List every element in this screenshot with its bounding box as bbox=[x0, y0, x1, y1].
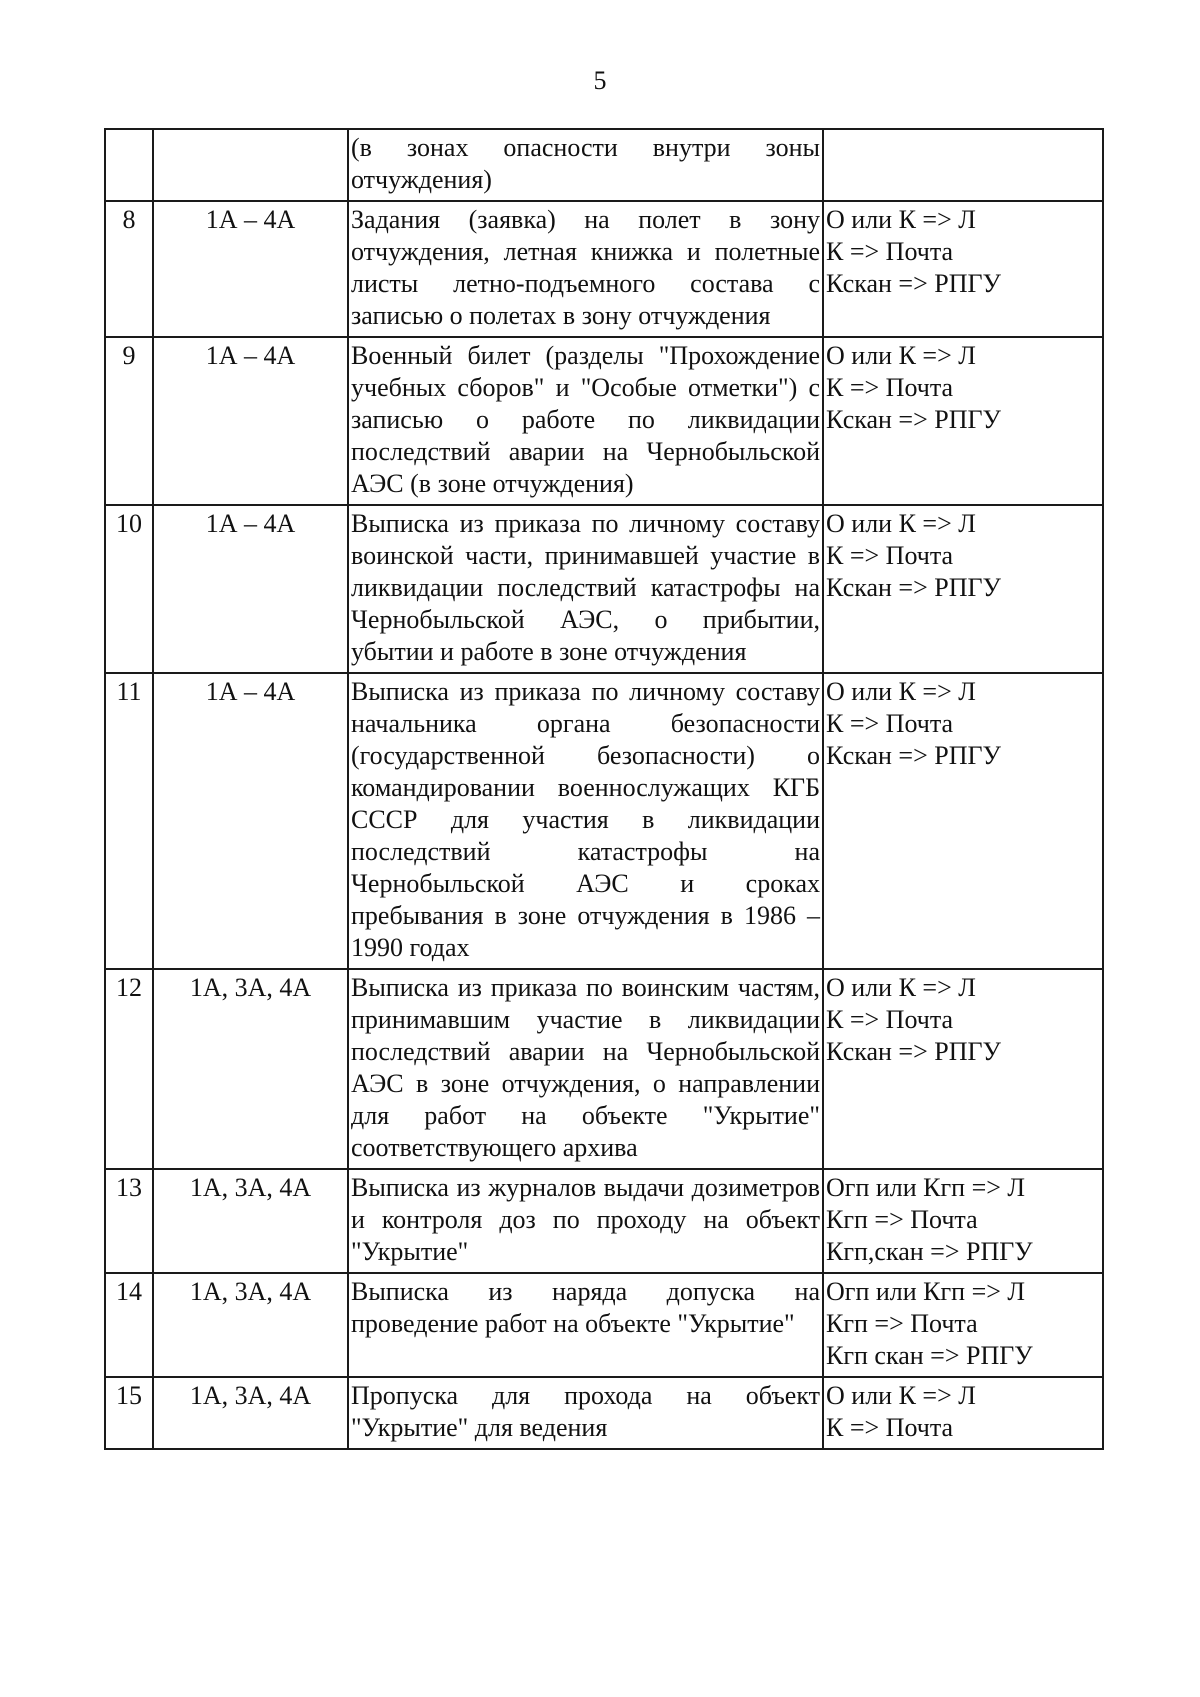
row-document-text: Выписка из журналов выдачи дозиметров и контроля доз по проходу на объект "Укрытие" bbox=[348, 1169, 823, 1273]
row-categories: 1А – 4А bbox=[153, 201, 348, 337]
submission-mode-line: К => Почта bbox=[826, 373, 954, 402]
submission-mode-line: Кскан => РПГУ bbox=[826, 573, 1001, 602]
submission-mode-line: К => Почта bbox=[826, 541, 954, 570]
submission-mode-line: Огп или Кгп => Л bbox=[826, 1277, 1026, 1306]
row-categories: 1А – 4А bbox=[153, 673, 348, 969]
row-number: 8 bbox=[105, 201, 153, 337]
row-categories: 1А, 3А, 4А bbox=[153, 1377, 348, 1449]
row-categories: 1А – 4А bbox=[153, 337, 348, 505]
submission-mode-line: К => Почта bbox=[826, 709, 954, 738]
table-row bbox=[105, 1169, 1103, 1273]
submission-mode-line: Кскан => РПГУ bbox=[826, 1037, 1001, 1066]
row-categories: 1А, 3А, 4А bbox=[153, 1169, 348, 1273]
row-categories bbox=[153, 129, 348, 201]
page-number: 5 bbox=[593, 66, 607, 95]
table-row bbox=[105, 1377, 1103, 1449]
row-number: 10 bbox=[105, 505, 153, 673]
table-row bbox=[105, 969, 1103, 1169]
submission-mode-line: О или К => Л bbox=[826, 341, 976, 370]
row-document-text: Пропуска для прохода на объект "Укрытие" для ведения bbox=[348, 1377, 823, 1449]
row-document-text: Задания (заявка) на полет в зону отчуждения, летная книжка и полетные листы летно-подъемного состава с записью о полетах в зону отчуждения bbox=[348, 201, 823, 337]
submission-mode-line: Кскан => РПГУ bbox=[826, 405, 1001, 434]
table-row bbox=[105, 201, 1103, 337]
row-categories: 1А, 3А, 4А bbox=[153, 969, 348, 1169]
table-row bbox=[105, 1273, 1103, 1377]
submission-mode-line: О или К => Л bbox=[826, 205, 976, 234]
row-submission-modes bbox=[823, 129, 1103, 201]
row-submission-modes bbox=[823, 1169, 1103, 1273]
row-number: 9 bbox=[105, 337, 153, 505]
row-number: 14 bbox=[105, 1273, 153, 1377]
row-submission-modes bbox=[823, 1377, 1103, 1449]
table-row bbox=[105, 505, 1103, 673]
submission-mode-line: К => Почта bbox=[826, 1413, 954, 1442]
submission-mode-line: Кгп,скан => РПГУ bbox=[826, 1237, 1033, 1266]
row-submission-modes bbox=[823, 201, 1103, 337]
submission-mode-line: О или К => Л bbox=[826, 973, 976, 1002]
submission-mode-line: Кскан => РПГУ bbox=[826, 741, 1001, 770]
documents-table bbox=[104, 128, 1104, 1450]
row-submission-modes bbox=[823, 969, 1103, 1169]
submission-mode-line: Кгп скан => РПГУ bbox=[826, 1341, 1033, 1370]
row-number: 15 bbox=[105, 1377, 153, 1449]
submission-mode-line: К => Почта bbox=[826, 1005, 954, 1034]
row-document-text: Выписка из приказа по личному составу начальника органа безопасности (государственной безопасности) о командировании военнослужащих КГБ СССР для участия в ликвидации последствий катастрофы на Чернобыльской АЭС и сроках пребывания в зоне отчуждения в 1986 – 1990 годах bbox=[348, 673, 823, 969]
table-row bbox=[105, 129, 1103, 201]
row-document-text: Выписка из приказа по личному составу воинской части, принимавшей участие в ликвидации последствий катастрофы на Чернобыльской АЭС, о прибытии, убытии и работе в зоне отчуждения bbox=[348, 505, 823, 673]
row-categories: 1А, 3А, 4А bbox=[153, 1273, 348, 1377]
row-document-text: Выписка из приказа по воинским частям, принимавшим участие в ликвидации последствий аварии на Чернобыльской АЭС в зоне отчуждения, о направлении для работ на объекте "Укрытие" соответствующего архива bbox=[348, 969, 823, 1169]
row-number: 12 bbox=[105, 969, 153, 1169]
table-row bbox=[105, 673, 1103, 969]
submission-mode-line: О или К => Л bbox=[826, 509, 976, 538]
row-document-text: Военный билет (разделы "Прохождение учебных сборов" и "Особые отметки") с записью о работе по ликвидации последствий аварии на Чернобыльской АЭС (в зоне отчуждения) bbox=[348, 337, 823, 505]
row-number: 11 bbox=[105, 673, 153, 969]
row-categories: 1А – 4А bbox=[153, 505, 348, 673]
row-submission-modes bbox=[823, 673, 1103, 969]
submission-mode-line: К => Почта bbox=[826, 237, 954, 266]
submission-mode-line: Кгп => Почта bbox=[826, 1205, 978, 1234]
table-row bbox=[105, 337, 1103, 505]
submission-mode-line: Кскан => РПГУ bbox=[826, 269, 1001, 298]
row-document-text: (в зонах опасности внутри зоны отчуждения) bbox=[348, 129, 823, 201]
submission-mode-line: Огп или Кгп => Л bbox=[826, 1173, 1026, 1202]
row-number bbox=[105, 129, 153, 201]
row-submission-modes bbox=[823, 1273, 1103, 1377]
row-document-text: Выписка из наряда допуска на проведение работ на объекте "Укрытие" bbox=[348, 1273, 823, 1377]
row-number: 13 bbox=[105, 1169, 153, 1273]
submission-mode-line: О или К => Л bbox=[826, 677, 976, 706]
row-submission-modes bbox=[823, 505, 1103, 673]
submission-mode-line: О или К => Л bbox=[826, 1381, 976, 1410]
row-submission-modes bbox=[823, 337, 1103, 505]
submission-mode-line: Кгп => Почта bbox=[826, 1309, 978, 1338]
